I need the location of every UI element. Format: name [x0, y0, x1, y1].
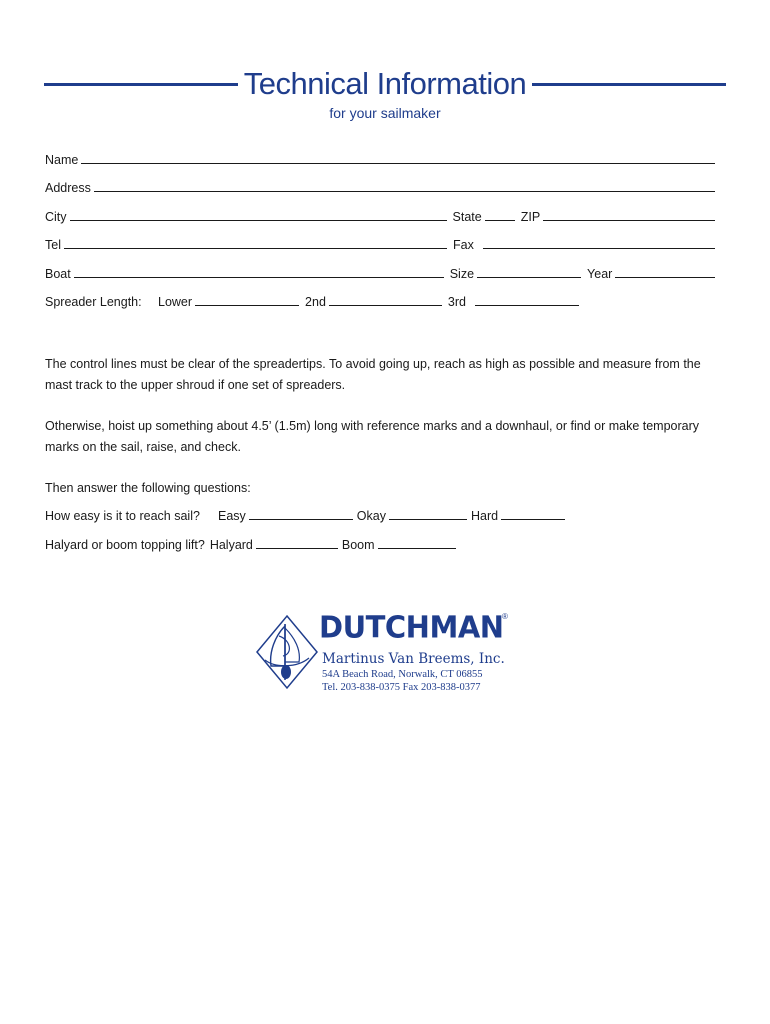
- hard-label: Hard: [470, 509, 499, 523]
- easy-label: Easy: [218, 509, 246, 523]
- okay-label: Okay: [356, 509, 386, 523]
- name-row: [45, 149, 715, 167]
- boat-label: Boat: [45, 267, 71, 281]
- tel-label: Tel: [45, 238, 61, 252]
- second-field[interactable]: [329, 293, 442, 306]
- company-name: Martinus Van Breems, Inc.: [322, 651, 505, 667]
- sail-diamond-emblem-icon: [255, 614, 319, 690]
- brand-name: DUTCHMAN: [319, 609, 504, 645]
- question-halyard-row: [45, 534, 456, 552]
- zip-field[interactable]: [543, 208, 715, 221]
- easy-field[interactable]: [249, 507, 353, 520]
- third-label: 3rd: [447, 295, 466, 309]
- okay-field[interactable]: [389, 507, 467, 520]
- tel-field[interactable]: [64, 236, 447, 249]
- title-rule-right: [532, 83, 726, 86]
- state-field[interactable]: [485, 208, 515, 221]
- year-field[interactable]: [615, 265, 715, 278]
- question-reach-row: [45, 505, 565, 523]
- city-field[interactable]: [70, 208, 447, 221]
- boat-row: [45, 263, 715, 281]
- dutchman-logo: [255, 610, 525, 700]
- second-label: 2nd: [305, 295, 326, 309]
- company-phone: Tel. 203-838-0375 Fax 203-838-0377: [322, 682, 481, 693]
- company-address: 54A Beach Road, Norwalk, CT 06855: [322, 669, 483, 680]
- question-reach-label: How easy is it to reach sail?: [45, 509, 200, 523]
- state-label: State: [452, 210, 482, 224]
- page-title: Technical Information: [243, 66, 527, 101]
- city-label: City: [45, 210, 67, 224]
- instruction-paragraph-3: Then answer the following questions:: [45, 481, 251, 495]
- year-label: Year: [587, 267, 613, 281]
- spreader-row: [45, 291, 715, 309]
- title-row: [44, 62, 726, 106]
- boom-field[interactable]: [378, 536, 456, 549]
- name-label: Name: [45, 153, 79, 167]
- spreader-label: Spreader Length:: [45, 295, 142, 309]
- page-subtitle: for your sailmaker: [329, 105, 441, 121]
- zip-label: ZIP: [520, 210, 541, 224]
- company-address-block: [322, 668, 483, 694]
- address-row: [45, 177, 715, 195]
- title-rule-left: [44, 83, 238, 86]
- fax-field[interactable]: [483, 236, 715, 249]
- boom-label: Boom: [341, 538, 375, 552]
- lower-label: Lower: [158, 295, 193, 309]
- lower-field[interactable]: [195, 293, 299, 306]
- boat-field[interactable]: [74, 265, 444, 278]
- instruction-paragraph-1: The control lines must be clear of the spreadertips. To avoid going up, reach as high as possible and measure from the mast track to the upper shroud if one set of spreaders.: [45, 357, 701, 392]
- size-field[interactable]: [477, 265, 581, 278]
- third-field[interactable]: [475, 293, 579, 306]
- hard-field[interactable]: [501, 507, 565, 520]
- city-row: [45, 206, 715, 224]
- registered-mark: ®: [502, 612, 508, 621]
- size-label: Size: [449, 267, 475, 281]
- question-halyard-label: Halyard or boom topping lift?: [45, 538, 205, 552]
- name-field[interactable]: [81, 151, 715, 164]
- halyard-field[interactable]: [256, 536, 338, 549]
- tel-row: [45, 234, 715, 252]
- fax-label: Fax: [452, 238, 474, 252]
- address-field[interactable]: [94, 179, 715, 192]
- halyard-label: Halyard: [209, 538, 253, 552]
- instruction-paragraph-2: Otherwise, hoist up something about 4.5’ (1.5m) long with reference marks and a downhaul, or find or make temporary marks on the sail, raise, and check.: [45, 419, 700, 454]
- address-label: Address: [45, 181, 91, 195]
